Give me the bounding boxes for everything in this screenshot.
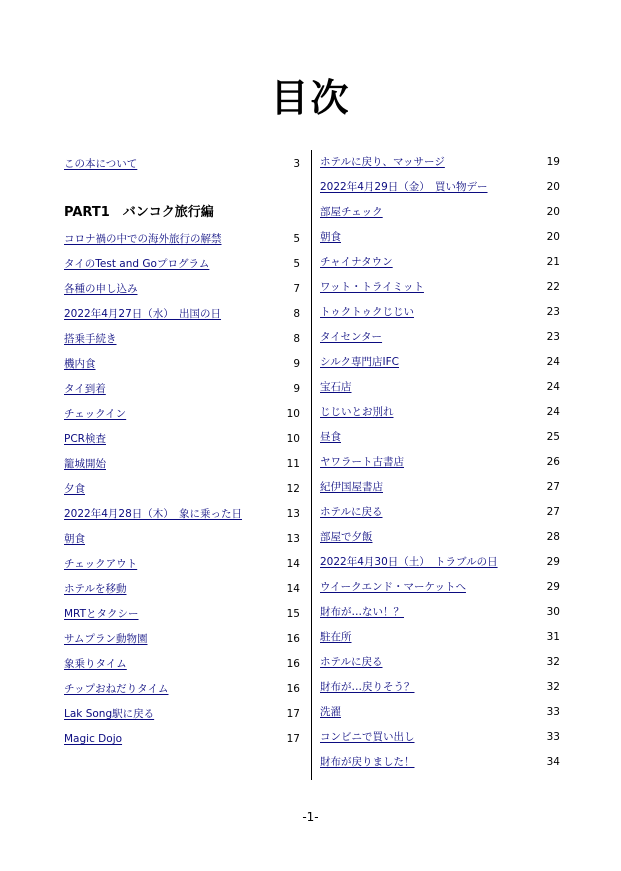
toc-entry-link[interactable]: PCR検査 [64,433,106,445]
toc-page-number: 9 [293,358,300,370]
toc-entry-link[interactable]: 部屋チェック [320,206,383,218]
toc-entry[interactable] [320,500,560,525]
toc-entry[interactable] [64,302,304,327]
toc-entry-link[interactable]: タイのTest and Goプログラム [64,258,210,270]
toc-entry-link[interactable]: ワット・トライミット [320,281,424,293]
toc-entry-link[interactable]: 2022年4月30日（土） トラブルの日 [320,556,498,568]
toc-entry[interactable] [320,475,560,500]
toc-page-number: 16 [286,683,300,695]
toc-entry[interactable] [320,750,560,775]
toc-entry-link[interactable]: ホテルを移動 [64,583,127,595]
toc-entry[interactable] [320,650,560,675]
toc-list-left [64,227,304,752]
toc-entry[interactable] [320,675,560,700]
toc-entry-link[interactable]: この本について [64,158,138,170]
toc-page-number: 31 [546,631,560,643]
toc-page-number: 28 [546,531,560,543]
toc-entry[interactable] [320,600,560,625]
toc-entry[interactable] [320,275,560,300]
toc-entry-link[interactable]: 紀伊国屋書店 [320,481,383,493]
toc-entry[interactable] [320,575,560,600]
toc-right-column [320,150,560,775]
toc-page-number: 14 [286,558,300,570]
toc-page-number: 24 [546,381,560,393]
toc-page-number: 24 [546,356,560,368]
toc-page-number: 8 [293,308,300,320]
toc-page-number: 20 [546,206,560,218]
toc-entry[interactable] [64,527,304,552]
toc-entry[interactable] [320,700,560,725]
toc-page-number: 26 [546,456,560,468]
toc-entry-link[interactable]: 2022年4月27日（水） 出国の日 [64,308,222,320]
toc-entry-link[interactable]: 籠城開始 [64,458,106,470]
toc-entry-link[interactable]: チェックイン [64,408,127,420]
toc-entry[interactable] [320,400,560,425]
toc-page-number: 17 [286,733,300,745]
toc-page-number: 16 [286,633,300,645]
toc-page-number: 9 [293,383,300,395]
toc-page-number: 16 [286,658,300,670]
toc-entry[interactable] [64,452,304,477]
toc-page-number: 13 [286,508,300,520]
toc-entry[interactable] [320,250,560,275]
toc-entry-link[interactable]: 2022年4月29日（金） 買い物デー [320,181,488,193]
toc-entry[interactable] [64,477,304,502]
toc-entry-link[interactable]: タイ到着 [64,383,106,395]
toc-entry-link[interactable]: ホテルに戻る [320,506,383,518]
toc-page-number: 29 [546,581,560,593]
toc-entry-link[interactable]: シルク専門店IFC [320,356,399,368]
toc-entry[interactable] [64,402,304,427]
toc-entry-link[interactable]: コンビニで買い出し [320,731,415,743]
toc-entry-link[interactable]: ウイークエンド・マーケットへ [320,581,466,593]
toc-left-column [64,152,304,752]
toc-entry[interactable] [320,350,560,375]
toc-page-number: 23 [546,331,560,343]
toc-entry-link[interactable]: Lak Song駅に戻る [64,708,155,720]
toc-entry[interactable] [64,427,304,452]
toc-entry[interactable] [320,725,560,750]
toc-page-number: 8 [293,333,300,345]
toc-page-number: 20 [546,231,560,243]
toc-entry[interactable] [64,552,304,577]
toc-page-number: 20 [546,181,560,193]
toc-entry-link[interactable]: ホテルに戻り、マッサージ [320,156,445,168]
toc-entry-link[interactable]: コロナ禍の中での海外旅行の解禁 [64,233,222,245]
toc-entry-link[interactable]: じじいとお別れ [320,406,394,418]
toc-entry-link[interactable]: チェックアウト [64,558,138,570]
toc-entry-link[interactable]: 夕食 [64,483,85,495]
toc-entry[interactable] [64,252,304,277]
toc-entry-link[interactable]: 2022年4月28日（木） 象に乗った日 [64,508,243,520]
toc-page-number: 14 [286,583,300,595]
toc-entry-link[interactable]: 駐在所 [320,631,352,643]
toc-page-number: 15 [286,608,300,620]
toc-entry-link[interactable]: Magic Dojo [64,733,123,745]
toc-entry[interactable] [64,377,304,402]
toc-entry-link[interactable]: MRTとタクシー [64,608,139,620]
toc-entry-link[interactable]: サムプラン動物園 [64,633,148,645]
toc-entry-link[interactable]: 朝食 [320,231,341,243]
toc-page-number: 33 [546,706,560,718]
page-title: 目次 [270,76,351,120]
toc-entry[interactable] [64,227,304,252]
toc-entry[interactable] [64,702,304,727]
toc-entry-link[interactable]: チップおねだりタイム [64,683,169,695]
toc-entry-link[interactable]: ホテルに戻る [320,656,383,668]
toc-entry-link[interactable]: 部屋で夕飯 [320,531,373,543]
toc-page-number: 29 [546,556,560,568]
toc-entry[interactable] [64,652,304,677]
toc-entry-link[interactable]: 象乗りタイム [64,658,127,670]
toc-entry[interactable] [64,577,304,602]
toc-entry-link[interactable]: ヤワラート古書店 [320,456,404,468]
toc-entry-link[interactable]: 昼食 [320,431,341,443]
toc-entry[interactable] [64,602,304,627]
toc-entry-link[interactable]: 財布が…戻りそう？ [320,681,415,693]
toc-page-number: 30 [546,606,560,618]
toc-page-number: 10 [286,408,300,420]
toc-entry[interactable] [320,200,560,225]
toc-page-number: 10 [286,433,300,445]
toc-entry-link[interactable]: 搭乗手続き [64,333,117,345]
toc-page-number: 32 [546,656,560,668]
toc-entry[interactable] [64,352,304,377]
toc-page-number: 27 [546,506,560,518]
toc-entry[interactable] [320,300,560,325]
toc-entry[interactable] [320,525,560,550]
toc-entry-link[interactable]: 財布が戻りました！ [320,756,415,768]
toc-entry-link[interactable]: 各種の申し込み [64,283,138,295]
toc-entry[interactable] [320,550,560,575]
toc-entry[interactable] [320,625,560,650]
toc-entry[interactable] [320,175,560,200]
toc-page-number: 27 [546,481,560,493]
toc-entry-link[interactable]: 洗濯 [320,706,341,718]
toc-entry-link[interactable]: 機内食 [64,358,96,370]
toc-page-number: 19 [546,156,560,168]
toc-entry-link[interactable]: トゥクトゥクじじい [320,306,414,318]
toc-entry[interactable] [64,727,304,752]
section-heading: PART1 バンコク旅行編 [64,205,214,220]
toc-page-number: 25 [546,431,560,443]
toc-page-number: 12 [286,483,300,495]
toc-entry-link[interactable]: タイセンター [320,331,383,343]
toc-page-number: 22 [546,281,560,293]
toc-entry[interactable] [320,325,560,350]
toc-page-number: 33 [546,731,560,743]
toc-entry-link[interactable]: チャイナタウン [320,256,393,268]
toc-entry[interactable] [64,327,304,352]
page-number: -1- [302,810,319,824]
toc-entry-link[interactable]: 宝石店 [320,381,352,393]
toc-entry[interactable] [64,502,304,527]
toc-page-number: 24 [546,406,560,418]
toc-entry[interactable] [64,677,304,702]
toc-page-number: 3 [293,158,300,170]
toc-page-number: 11 [286,458,300,470]
toc-entry[interactable] [320,150,560,175]
toc-page-number: 23 [546,306,560,318]
toc-entry-link[interactable]: 朝食 [64,533,85,545]
toc-entry[interactable] [320,225,560,250]
toc-entry[interactable] [64,277,304,302]
toc-entry-link[interactable]: 財布が…ない！？ [320,606,404,618]
toc-entry[interactable] [320,375,560,400]
toc-page-number: 34 [546,756,560,768]
toc-entry[interactable] [64,627,304,652]
toc-list-right [320,150,560,775]
toc-entry[interactable] [320,450,560,475]
toc-page-number: 17 [286,708,300,720]
toc-page-number: 21 [546,256,560,268]
toc-page-number: 32 [546,681,560,693]
column-divider [311,150,312,780]
toc-page-number: 13 [286,533,300,545]
toc-page-number: 7 [293,283,300,295]
toc-entry[interactable] [64,152,304,177]
toc-page-number: 5 [293,258,300,270]
toc-entry[interactable] [320,425,560,450]
toc-page-number: 5 [293,233,300,245]
